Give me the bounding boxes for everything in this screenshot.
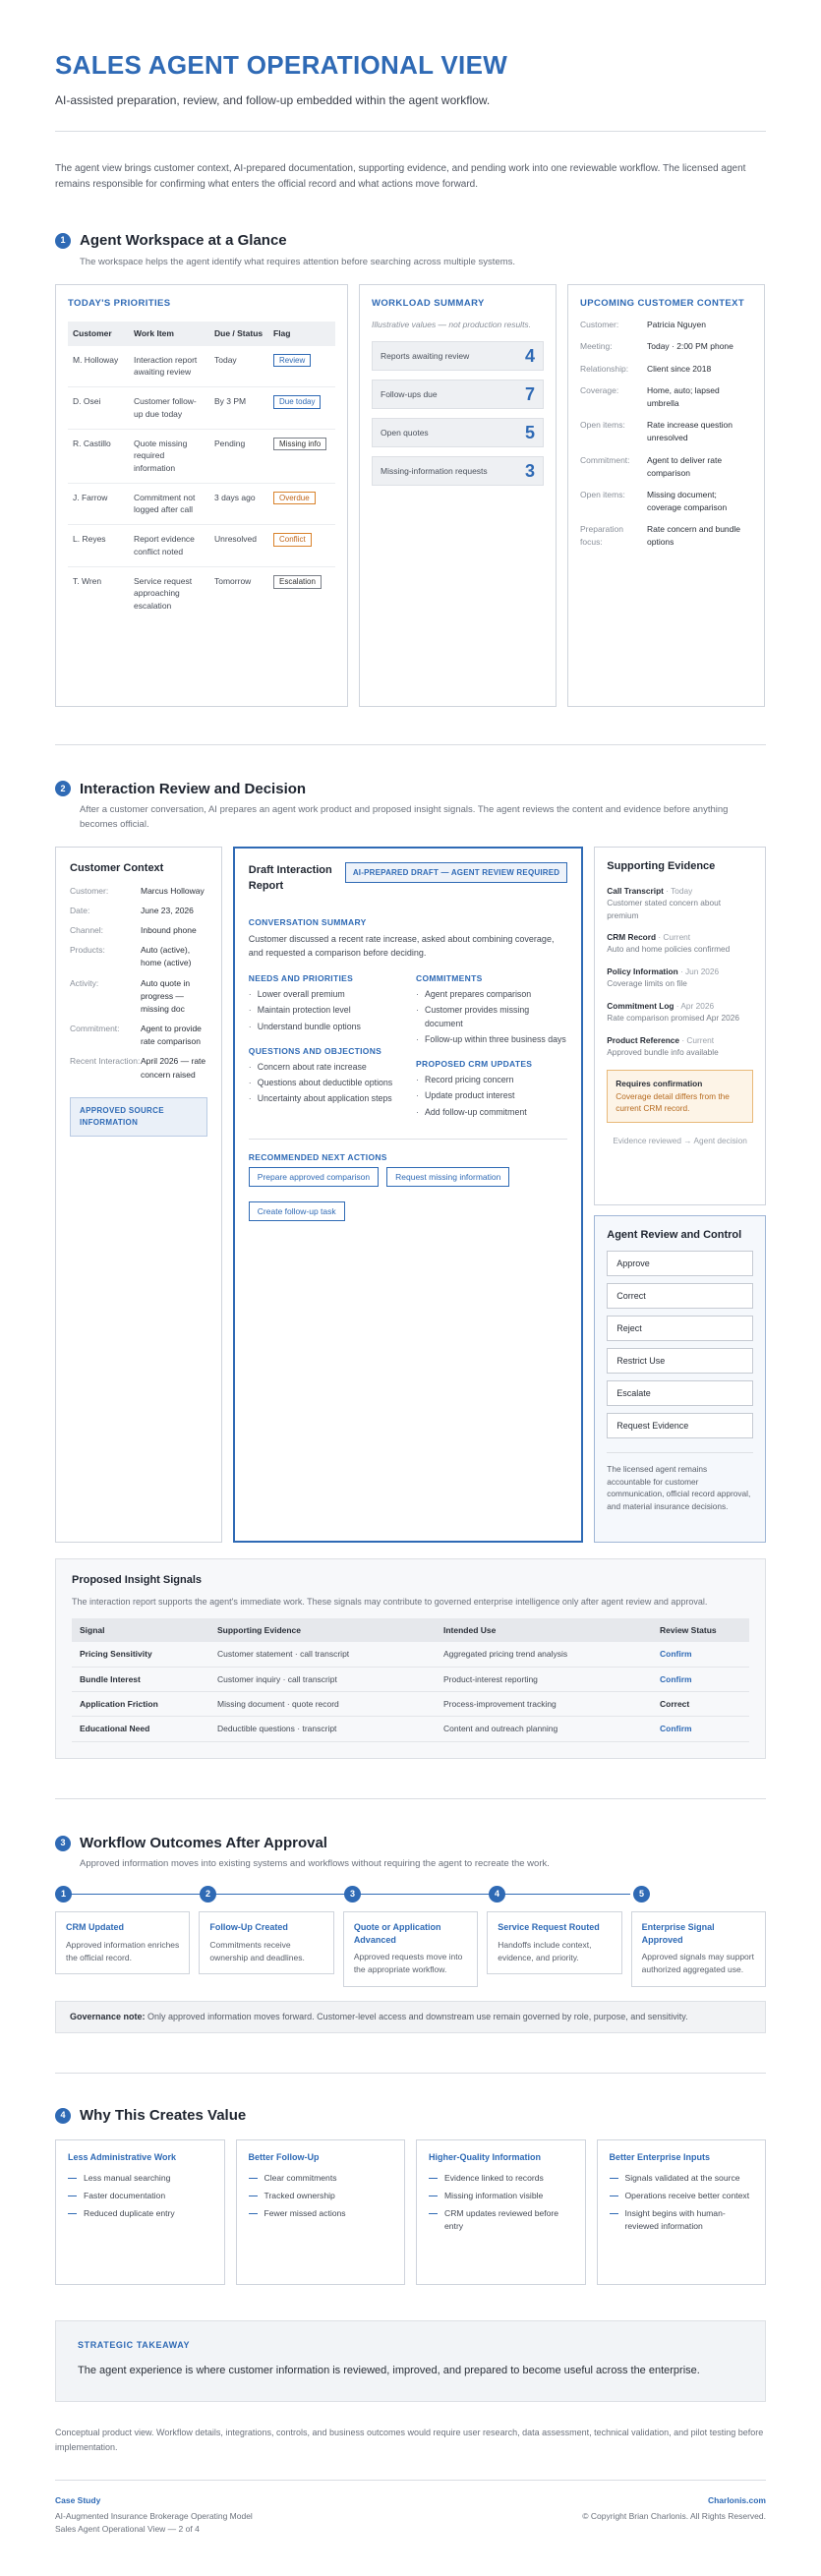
- value-list: [429, 2172, 573, 2233]
- flag-cell: [268, 483, 335, 525]
- flag-cell: [268, 429, 335, 483]
- field-label: Preparation focus:: [580, 524, 623, 548]
- evidence-name: Policy Information: [607, 966, 678, 976]
- takeaway-heading: STRATEGIC TAKEAWAY: [78, 2340, 191, 2351]
- table-row: [68, 429, 335, 483]
- review-row: [55, 847, 766, 1543]
- field-value: Missing document; coverage comparison: [647, 489, 728, 513]
- field-value: Client since 2018: [647, 363, 712, 374]
- step-title: CRM Updated: [66, 1922, 124, 1933]
- list-item: Reduced duplicate entry: [68, 2207, 212, 2220]
- context-field: [70, 905, 207, 917]
- workflow-step-card: [343, 1911, 478, 1987]
- list-item: Operations receive better context: [610, 2190, 754, 2202]
- step-number-badge: 1: [55, 1886, 72, 1903]
- flag-badge[interactable]: Missing info: [273, 438, 326, 451]
- value-list: [68, 2172, 212, 2220]
- context-field: [580, 319, 752, 331]
- governance-text: Only approved information moves forward. Customer-level access and downstream use remain governed by role, purpose, and sensitivity.: [145, 2011, 688, 2021]
- list-item: Signals validated at the source: [610, 2172, 754, 2185]
- section-number-badge: 3: [55, 1836, 71, 1851]
- list-item: Evidence linked to records: [429, 2172, 573, 2185]
- signal-evidence: Deductible questions · transcript: [209, 1717, 436, 1741]
- field-label: Products:: [70, 945, 105, 956]
- list-item: · Uncertainty about application steps: [249, 1092, 400, 1105]
- work-item-cell: Report evidence conflict noted: [129, 525, 209, 567]
- actions-heading: RECOMMENDED NEXT ACTIONS: [248, 1151, 387, 1162]
- evidence-desc: Coverage limits on file: [607, 978, 687, 989]
- field-value: Home, auto; lapsed umbrella: [647, 384, 720, 408]
- evidence-meta: · Current: [679, 1034, 715, 1045]
- list-item: · Add follow-up commitment: [416, 1106, 567, 1119]
- approved-source-badge: APPROVED SOURCE INFORMATION: [70, 1097, 207, 1137]
- section-4-heading: [55, 2105, 766, 2127]
- column-header: Signal: [72, 1618, 209, 1642]
- column-header: Flag: [268, 322, 335, 345]
- field-value: Auto quote in progress — missing doc: [141, 977, 191, 1014]
- priorities-title: TODAY'S PRIORITIES: [68, 297, 171, 309]
- field-label: Activity:: [70, 977, 99, 988]
- workload-value: 4: [524, 346, 535, 367]
- work-item-cell: Commitment not logged after call: [129, 483, 209, 525]
- flag-badge[interactable]: Due today: [273, 395, 321, 409]
- workflow-steps: [55, 1911, 766, 1987]
- list-item: Missing information visible: [429, 2190, 573, 2202]
- evidence-desc: Rate comparison promised Apr 2026: [607, 1013, 739, 1024]
- evidence-title: Supporting Evidence: [607, 859, 716, 872]
- review-status-link[interactable]: Confirm: [660, 1649, 692, 1660]
- field-label: Date:: [70, 905, 90, 915]
- work-item-cell: Service request approaching escalation: [134, 576, 193, 611]
- signal-evidence: Customer statement · call transcript: [209, 1642, 436, 1667]
- customer-cell: L. Reyes: [68, 525, 129, 567]
- ai-draft-badge: AI-PREPARED DRAFT — AGENT REVIEW REQUIRED: [345, 862, 567, 884]
- evidence-name: Commitment Log: [607, 1000, 674, 1011]
- field-value: Patricia Nguyen: [647, 320, 707, 330]
- column-header: Customer: [68, 322, 129, 345]
- flag-badge[interactable]: Review: [273, 354, 311, 368]
- signals-desc: The interaction report supports the agent's immediate work. These signals may contribute to governed enterprise intelligence only after agent review and approval.: [72, 1596, 708, 1607]
- list-item: · Record pricing concern: [416, 1074, 567, 1086]
- due-cell: Pending: [209, 429, 268, 483]
- field-label: Commitment:: [580, 454, 630, 465]
- crm-heading: PROPOSED CRM UPDATES: [416, 1058, 533, 1069]
- upcoming-title: UPCOMING CUSTOMER CONTEXT: [580, 297, 745, 309]
- workload-label: Open quotes: [381, 428, 429, 439]
- customer-context-title: Customer Context: [70, 861, 164, 874]
- intro-text: The agent view brings customer context, AI-prepared documentation, supporting evidence, and pending work into one reviewable workflow. The licensed agent remains responsible for confirming what enters the official record and what actions move forward.: [55, 163, 746, 191]
- customer-cell: T. Wren: [73, 576, 102, 587]
- work-item-cell: Customer follow-up due today: [129, 387, 209, 430]
- evidence-desc: Approved bundle info available: [607, 1047, 719, 1058]
- signals-table: [72, 1618, 749, 1742]
- context-field: [580, 340, 752, 353]
- field-label: Relationship:: [580, 363, 629, 374]
- commitments-heading: COMMITMENTS: [416, 972, 483, 983]
- draft-report-card: [233, 847, 583, 1543]
- section-title: Interaction Review and Decision: [80, 780, 307, 797]
- signal-evidence: Customer inquiry · call transcript: [209, 1667, 436, 1691]
- signal-name: Educational Need: [72, 1717, 209, 1741]
- step-number-badge: 2: [200, 1886, 216, 1903]
- context-field: [580, 523, 752, 549]
- questions-heading: QUESTIONS AND OBJECTIONS: [248, 1045, 382, 1056]
- context-field: [580, 384, 752, 410]
- footer-line: Sales Agent Operational View — 2 of 4: [55, 2524, 200, 2535]
- workload-card: [359, 284, 557, 707]
- section-2-heading: [55, 779, 766, 800]
- footer-brand-right[interactable]: Charlonis.com: [707, 2495, 766, 2506]
- review-status-link[interactable]: Confirm: [660, 1673, 692, 1684]
- context-field: [70, 977, 207, 1017]
- page-subtitle: AI-assisted preparation, review, and follow-up embedded within the agent workflow.: [55, 92, 491, 107]
- workload-label: Missing-information requests: [381, 466, 488, 477]
- evidence-meta: · Apr 2026: [674, 1000, 715, 1011]
- escalate-button[interactable]: Escalate: [607, 1380, 753, 1406]
- column-header: Due / Status: [209, 322, 268, 345]
- evidence-desc: Auto and home policies confirmed: [607, 944, 731, 955]
- workload-item[interactable]: [372, 341, 544, 371]
- evidence-name: Product Reference: [607, 1034, 680, 1045]
- divider: [55, 1798, 766, 1799]
- evidence-name: CRM Record: [607, 931, 657, 942]
- value-cards: [55, 2139, 766, 2285]
- list-item: · Understand bundle options: [249, 1021, 400, 1033]
- strategic-takeaway: [55, 2320, 766, 2402]
- section-subtitle: The workspace helps the agent identify what requires attention before searching across multiple systems.: [80, 256, 516, 267]
- flag-badge[interactable]: Conflict: [273, 533, 312, 547]
- context-field: [70, 944, 207, 969]
- section-1-heading: [55, 230, 766, 252]
- evidence-item[interactable]: [607, 966, 753, 990]
- signal-use: Aggregated pricing trend analysis: [436, 1642, 652, 1667]
- due-cell: 3 days ago: [209, 483, 268, 525]
- flag-cell: [268, 387, 335, 430]
- customer-cell: J. Farrow: [68, 483, 129, 525]
- request-evidence-button[interactable]: Request Evidence: [607, 1413, 753, 1438]
- step-number-badge: 4: [489, 1886, 505, 1903]
- upcoming-context-card: [567, 284, 765, 707]
- workload-item[interactable]: [372, 456, 544, 486]
- customer-cell: M. Holloway: [68, 346, 129, 387]
- step-number-badge: 3: [344, 1886, 361, 1903]
- summary-heading: CONVERSATION SUMMARY: [248, 916, 367, 927]
- list-item: Clear commitments: [249, 2172, 393, 2185]
- table-row: [68, 387, 335, 430]
- evidence-item[interactable]: [607, 1034, 753, 1059]
- divider: [249, 1139, 567, 1140]
- context-field: [580, 419, 752, 444]
- confirm-desc: Coverage detail differs from the current CRM record.: [616, 1090, 730, 1114]
- workload-note: Illustrative values — not production results.: [372, 320, 532, 330]
- workload-item[interactable]: [372, 418, 544, 447]
- workload-value: 5: [524, 423, 535, 443]
- context-field: [70, 1055, 207, 1081]
- needs-heading: NEEDS AND PRIORITIES: [248, 972, 354, 983]
- signal-status-cell: [652, 1642, 749, 1667]
- context-field: [70, 1023, 207, 1048]
- table-row: [72, 1642, 749, 1667]
- request-missing-info-button[interactable]: Request missing information: [386, 1167, 509, 1187]
- context-field: [70, 924, 207, 937]
- value-list: [610, 2172, 754, 2233]
- section-number-badge: 1: [55, 233, 71, 249]
- field-label: Open items:: [580, 420, 625, 431]
- table-row: [68, 567, 335, 620]
- list-item: Tracked ownership: [249, 2190, 393, 2202]
- context-field: [580, 454, 752, 480]
- workflow-step-card: [487, 1911, 621, 1974]
- step-desc: Handoffs include context, evidence, and priority.: [498, 1939, 592, 1962]
- value-card: [236, 2139, 406, 2285]
- field-label: Commitment:: [70, 1024, 120, 1034]
- field-label: Channel:: [70, 925, 104, 936]
- section-title: Why This Creates Value: [80, 2106, 247, 2124]
- workload-title: WORKLOAD SUMMARY: [372, 297, 485, 309]
- create-follow-up-button[interactable]: Create follow-up task: [249, 1201, 345, 1221]
- table-row: [72, 1692, 749, 1717]
- page-title: SALES AGENT OPERATIONAL VIEW: [55, 50, 508, 80]
- section-number-badge: 4: [55, 2108, 71, 2124]
- takeaway-text: The agent experience is where customer information is reviewed, improved, and prepared to become useful across the enterprise.: [78, 2365, 700, 2377]
- step-desc: Commitments receive ownership and deadlines.: [209, 1939, 305, 1962]
- value-list: [249, 2172, 393, 2220]
- table-row: [68, 483, 335, 525]
- confirm-title: Requires confirmation: [616, 1079, 703, 1089]
- footer-copyright: © Copyright Brian Charlonis. All Rights Reserved.: [582, 2510, 766, 2521]
- field-value: Rate increase question unresolved: [647, 420, 733, 443]
- field-label: Customer:: [580, 320, 619, 330]
- signal-use: Content and outreach planning: [436, 1717, 652, 1741]
- workflow-step-card: [631, 1911, 766, 1987]
- field-value: June 23, 2026: [141, 905, 194, 915]
- workflow-timeline: [55, 1886, 766, 1903]
- list-item: · Lower overall premium: [249, 988, 400, 1001]
- value-card-title: Better Enterprise Inputs: [609, 2152, 711, 2163]
- agent-review-card: [594, 1215, 766, 1543]
- value-card-title: Less Administrative Work: [68, 2152, 177, 2163]
- insight-signals-panel: [55, 1558, 766, 1759]
- work-item-cell: Interaction report awaiting review: [129, 346, 209, 387]
- step-desc: Approved signals may support authorized aggregated use.: [641, 1952, 754, 1975]
- section-3-heading: [55, 1833, 766, 1854]
- correct-button[interactable]: Correct: [607, 1283, 753, 1309]
- customer-context-card: [55, 847, 222, 1543]
- signal-status-cell: [652, 1667, 749, 1691]
- due-cell: By 3 PM: [209, 387, 268, 430]
- list-item: Fewer missed actions: [249, 2207, 393, 2220]
- flag-badge[interactable]: Escalation: [273, 575, 322, 589]
- evidence-meta: · Current: [656, 931, 691, 942]
- field-label: Recent Interaction:: [70, 1056, 141, 1067]
- divider: [55, 131, 766, 132]
- workload-label: Reports awaiting review: [381, 351, 470, 362]
- field-label: Customer:: [70, 885, 109, 896]
- value-card: [416, 2139, 586, 2285]
- step-title: Follow-Up Created: [209, 1922, 288, 1933]
- workload-value: 7: [524, 384, 535, 405]
- evidence-meta: · Today: [663, 885, 693, 896]
- table-row: [68, 525, 335, 567]
- signal-name: Application Friction: [72, 1692, 209, 1717]
- review-status-link[interactable]: Confirm: [660, 1724, 692, 1734]
- right-column: [594, 847, 766, 1543]
- workload-label: Follow-ups due: [381, 389, 438, 400]
- step-title: Enterprise Signal Approved: [641, 1922, 715, 1945]
- review-status-link[interactable]: Correct: [660, 1699, 690, 1709]
- due-cell: Unresolved: [209, 525, 268, 567]
- summary-text: Customer discussed a recent rate increase, asked about combining coverage, and requested a comparison before deciding.: [248, 934, 555, 959]
- column-header: Review Status: [652, 1618, 749, 1642]
- step-desc: Approved information enriches the official record.: [66, 1939, 180, 1962]
- step-title: Quote or Application Advanced: [353, 1922, 441, 1945]
- list-item: · Questions about deductible options: [249, 1077, 400, 1089]
- governance-label: Governance note:: [70, 2011, 146, 2021]
- evidence-meta: · Jun 2026: [677, 966, 720, 976]
- flag-cell: [268, 346, 335, 387]
- workspace-row: [55, 284, 766, 707]
- work-item-cell: Quote missing required information: [129, 429, 209, 483]
- field-value: Rate concern and bundle options: [647, 524, 740, 548]
- flag-cell: [268, 525, 335, 567]
- due-cell: Today: [209, 346, 268, 387]
- column-header: Intended Use: [436, 1618, 652, 1642]
- list-item: Insight begins with human-reviewed information: [610, 2207, 754, 2233]
- section-title: Agent Workspace at a Glance: [80, 232, 287, 250]
- list-item: Less manual searching: [68, 2172, 212, 2185]
- signal-status-cell: [652, 1717, 749, 1741]
- customer-cell: R. Castillo: [68, 429, 129, 483]
- footer: [55, 2480, 766, 2537]
- list-item: · Maintain protection level: [249, 1004, 400, 1017]
- context-field: [70, 885, 207, 898]
- signals-title: Proposed Insight Signals: [72, 1573, 203, 1586]
- divider: [55, 744, 766, 745]
- field-value: Auto (active), home (active): [141, 945, 192, 968]
- workload-value: 3: [524, 461, 535, 482]
- evidence-item[interactable]: [607, 931, 753, 956]
- section-title: Workflow Outcomes After Approval: [80, 1834, 327, 1851]
- evidence-desc: Customer stated concern about premium: [607, 898, 722, 920]
- field-value: Marcus Holloway: [141, 885, 205, 896]
- section-number-badge: 2: [55, 781, 71, 796]
- due-cell: Tomorrow: [214, 576, 252, 587]
- draft-title: Draft Interaction Report: [248, 863, 332, 893]
- field-value: Agent to deliver rate comparison: [647, 454, 723, 478]
- field-value: Today · 2:00 PM phone: [647, 341, 733, 352]
- context-field: [580, 489, 752, 514]
- evidence-name: Call Transcript: [607, 885, 664, 896]
- list-item: Faster documentation: [68, 2190, 212, 2202]
- step-desc: Approved requests move into the appropriate workflow.: [353, 1952, 463, 1975]
- flag-cell: [268, 567, 335, 620]
- list-item: · Concern about rate increase: [249, 1061, 400, 1074]
- evidence-item[interactable]: [607, 1000, 753, 1025]
- table-row: [72, 1717, 749, 1741]
- evidence-footer: Evidence reviewed → Agent decision: [613, 1135, 747, 1145]
- divider: [55, 2073, 766, 2074]
- footer-brand-left: Case Study: [55, 2495, 101, 2506]
- value-card: [55, 2139, 225, 2285]
- flag-badge[interactable]: Overdue: [273, 492, 316, 505]
- value-card: [597, 2139, 767, 2285]
- signal-use: Process-improvement tracking: [436, 1692, 652, 1717]
- customer-cell: D. Osei: [68, 387, 129, 430]
- reject-button[interactable]: Reject: [607, 1316, 753, 1341]
- control-note: The licensed agent remains accountable for customer communication, official record approval, and material insurance decisions.: [607, 1452, 753, 1513]
- signal-status-cell: [652, 1692, 749, 1717]
- signal-name: Bundle Interest: [72, 1667, 209, 1691]
- workflow-step-card: [199, 1911, 333, 1974]
- signal-use: Product-interest reporting: [436, 1667, 652, 1691]
- table-row: [68, 346, 335, 387]
- control-title: Agent Review and Control: [607, 1228, 742, 1241]
- requires-confirmation-box: [607, 1070, 753, 1122]
- prepare-comparison-button[interactable]: Prepare approved comparison: [249, 1167, 379, 1187]
- priorities-table: [68, 322, 335, 620]
- column-header: Supporting Evidence: [209, 1618, 436, 1642]
- concept-disclaimer: Conceptual product view. Workflow details, integrations, controls, and business outcomes would require user research, data assessment, technical validation, and pilot testing before implementation.: [55, 2428, 764, 2452]
- signal-evidence: Missing document · quote record: [209, 1692, 436, 1717]
- list-item: · Agent prepares comparison: [416, 988, 567, 1001]
- governance-note: [55, 2001, 766, 2033]
- approve-button[interactable]: Approve: [607, 1251, 753, 1276]
- list-item: · Follow-up within three business days: [416, 1033, 567, 1046]
- step-number-badge: 5: [633, 1886, 650, 1903]
- footer-line: AI-Augmented Insurance Brokerage Operating Model: [55, 2510, 253, 2521]
- field-label: Open items:: [580, 489, 625, 499]
- evidence-item[interactable]: [607, 885, 753, 921]
- restrict-use-button[interactable]: Restrict Use: [607, 1348, 753, 1374]
- field-value: Inbound phone: [141, 925, 197, 936]
- table-row: [72, 1667, 749, 1691]
- list-item: · Customer provides missing document: [416, 1004, 567, 1029]
- section-subtitle: Approved information moves into existing systems and workflows without requiring the agent to recreate the work.: [80, 1858, 550, 1870]
- step-title: Service Request Routed: [498, 1922, 600, 1933]
- column-header: Work Item: [129, 322, 209, 345]
- value-card-title: Better Follow-Up: [248, 2152, 320, 2163]
- field-label: Coverage:: [580, 384, 619, 395]
- list-item: · Update product interest: [416, 1089, 567, 1102]
- field-label: Meeting:: [580, 341, 613, 352]
- value-card-title: Higher-Quality Information: [429, 2152, 542, 2163]
- list-item: CRM updates reviewed before entry: [429, 2207, 573, 2233]
- supporting-evidence-card: [594, 847, 766, 1205]
- signal-name: Pricing Sensitivity: [72, 1642, 209, 1667]
- workload-item[interactable]: [372, 380, 544, 409]
- workflow-step-card: [55, 1911, 190, 1974]
- field-value: Agent to provide rate comparison: [141, 1024, 202, 1047]
- field-value: April 2026 — rate concern raised: [141, 1056, 206, 1080]
- context-field: [580, 363, 752, 376]
- section-subtitle: After a customer conversation, AI prepares an agent work product and proposed insight signals. The agent reviews the content and evidence before anything becomes official.: [80, 804, 729, 831]
- priorities-card: [55, 284, 348, 707]
